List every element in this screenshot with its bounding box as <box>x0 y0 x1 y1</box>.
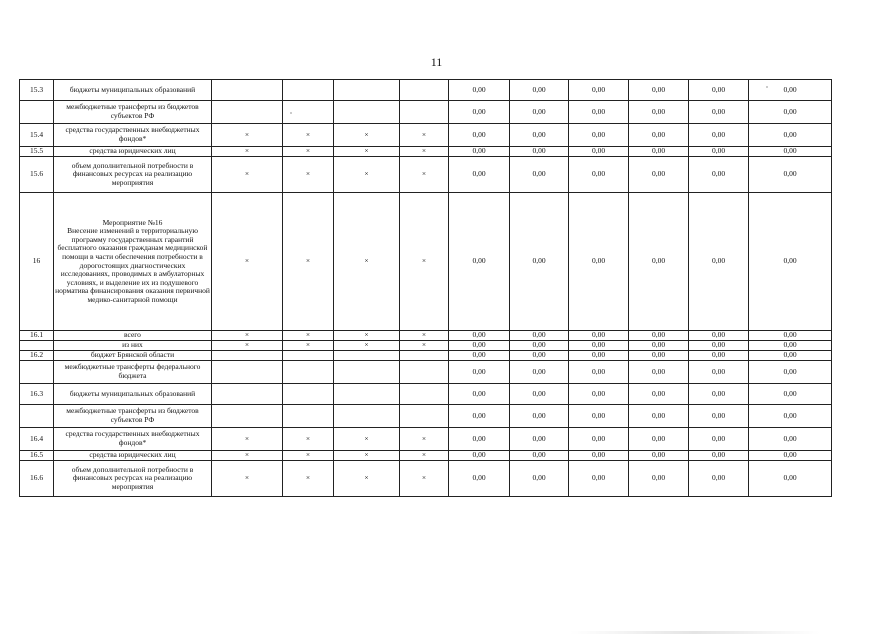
row-number-cell: 16.1 <box>20 331 54 341</box>
mark-cell: × <box>212 157 283 193</box>
mark-cell <box>400 80 449 101</box>
amount-cell: 0,00 <box>629 351 689 361</box>
row-name-cell: объем дополнительной потребности в финансовых ресурсах на реализацию мероприятия <box>54 461 212 497</box>
amount-cell: 0,00 <box>510 384 569 405</box>
row-number-cell: 15.3 <box>20 80 54 101</box>
mark-cell <box>283 384 334 405</box>
amount-cell: 0,00 <box>449 405 510 428</box>
amount-cell: 0,00 <box>510 451 569 461</box>
amount-cell: 0,00 <box>449 351 510 361</box>
mark-cell <box>400 361 449 384</box>
amount-cell: 0,00 <box>689 341 749 351</box>
amount-cell: 0,00 <box>629 405 689 428</box>
mark-cell <box>400 101 449 124</box>
amount-cell: 0,00 <box>749 451 832 461</box>
mark-cell: × <box>334 428 400 451</box>
budget-table <box>19 79 832 497</box>
row-name-cell: Мероприятие №16 Внесение изменений в территориальную программу государственных гарантий бесплатного оказания гражданам медицинской помощи в части обеспечения потребности в дорогостоящих диагностических исследованиях, проводимых в амбулаторных условиях, и выделение их из подушевого норматива финансирования оказания первичной медико-санитарной помощи <box>54 193 212 331</box>
amount-cell: 0,00 <box>689 147 749 157</box>
row-name-cell: межбюджетные трансферты из бюджетов субъектов РФ <box>54 405 212 428</box>
row-number-cell: 15.6 <box>20 157 54 193</box>
amount-cell: 0,00 <box>689 384 749 405</box>
amount-cell: 0,00 <box>749 461 832 497</box>
amount-cell: 0,00 <box>569 331 629 341</box>
row-number-cell: 16.5 <box>20 451 54 461</box>
amount-cell: 0,00 <box>689 428 749 451</box>
amount-cell: 0,00 <box>449 384 510 405</box>
row-name-cell: средства юридических лиц <box>54 147 212 157</box>
amount-cell: 0,00 <box>749 428 832 451</box>
mark-cell: × <box>283 461 334 497</box>
amount-cell: 0,00 <box>510 124 569 147</box>
mark-cell: × <box>283 331 334 341</box>
mark-cell <box>283 80 334 101</box>
table-row <box>20 405 832 428</box>
mark-cell: × <box>212 193 283 331</box>
table-row <box>20 428 832 451</box>
amount-cell: 0,00 <box>749 384 832 405</box>
amount-cell: 0,00 <box>449 361 510 384</box>
amount-cell: 0,00 <box>749 331 832 341</box>
amount-cell: 0,00 <box>510 461 569 497</box>
mark-cell: × <box>283 147 334 157</box>
row-number-cell <box>20 341 54 351</box>
amount-cell: 0,00 <box>510 147 569 157</box>
row-name-cell: межбюджетные трансферты федерального бюджета <box>54 361 212 384</box>
mark-cell: × <box>283 124 334 147</box>
amount-cell: 0,00 <box>629 101 689 124</box>
amount-cell: 0,00 <box>569 361 629 384</box>
amount-cell: 0,00 <box>449 147 510 157</box>
amount-cell: 0,00 <box>749 341 832 351</box>
mark-cell: × <box>400 193 449 331</box>
amount-cell: 0,00 <box>569 101 629 124</box>
mark-cell <box>283 405 334 428</box>
mark-cell <box>334 361 400 384</box>
table-row <box>20 451 832 461</box>
amount-cell: 0,00 <box>510 351 569 361</box>
amount-cell: 0,00 <box>569 147 629 157</box>
row-number-cell: 15.5 <box>20 147 54 157</box>
row-name-cell: всего <box>54 331 212 341</box>
row-number-cell <box>20 361 54 384</box>
amount-cell: 0,00 <box>569 193 629 331</box>
row-name-cell: средства государственных внебюджетных фондов* <box>54 428 212 451</box>
amount-cell: 0,00 <box>689 405 749 428</box>
amount-cell: 0,00 <box>510 193 569 331</box>
amount-cell: 0,00 <box>569 428 629 451</box>
scan-speck <box>290 112 292 114</box>
table-row <box>20 351 832 361</box>
table-row <box>20 193 832 331</box>
mark-cell: × <box>400 461 449 497</box>
amount-cell: 0,00 <box>629 193 689 331</box>
mark-cell <box>334 405 400 428</box>
amount-cell: 0,00 <box>629 80 689 101</box>
mark-cell <box>334 80 400 101</box>
amount-cell: 0,00 <box>689 124 749 147</box>
amount-cell: 0,00 <box>449 193 510 331</box>
amount-cell: 0,00 <box>749 157 832 193</box>
amount-cell: 0,00 <box>449 461 510 497</box>
table-row <box>20 361 832 384</box>
mark-cell: × <box>334 451 400 461</box>
amount-cell: 0,00 <box>569 80 629 101</box>
amount-cell: 0,00 <box>510 101 569 124</box>
mark-cell <box>212 80 283 101</box>
amount-cell: 0,00 <box>749 361 832 384</box>
amount-cell: 0,00 <box>749 147 832 157</box>
mark-cell: × <box>400 147 449 157</box>
row-number-cell <box>20 101 54 124</box>
mark-cell: × <box>212 461 283 497</box>
table-row <box>20 331 832 341</box>
scan-smudge <box>570 631 820 634</box>
mark-cell: × <box>283 451 334 461</box>
mark-cell: × <box>334 341 400 351</box>
mark-cell: × <box>334 193 400 331</box>
row-number-cell: 16.2 <box>20 351 54 361</box>
amount-cell: 0,00 <box>749 351 832 361</box>
row-number-cell: 16.4 <box>20 428 54 451</box>
mark-cell: × <box>400 451 449 461</box>
table-row <box>20 461 832 497</box>
mark-cell: × <box>212 331 283 341</box>
mark-cell <box>212 405 283 428</box>
mark-cell <box>334 101 400 124</box>
mark-cell <box>283 351 334 361</box>
mark-cell: × <box>334 157 400 193</box>
row-name-cell: средства государственных внебюджетных фондов* <box>54 124 212 147</box>
mark-cell: × <box>334 147 400 157</box>
amount-cell: 0,00 <box>569 351 629 361</box>
mark-cell: × <box>283 428 334 451</box>
amount-cell: 0,00 <box>569 384 629 405</box>
mark-cell: × <box>400 341 449 351</box>
amount-cell: 0,00 <box>449 331 510 341</box>
mark-cell: × <box>334 331 400 341</box>
amount-cell: 0,00 <box>449 341 510 351</box>
amount-cell: 0,00 <box>629 331 689 341</box>
mark-cell <box>212 361 283 384</box>
amount-cell: 0,00 <box>629 451 689 461</box>
amount-cell: 0,00 <box>749 124 832 147</box>
amount-cell: 0,00 <box>510 157 569 193</box>
mark-cell: × <box>283 341 334 351</box>
amount-cell: 0,00 <box>629 384 689 405</box>
mark-cell: × <box>400 331 449 341</box>
amount-cell: 0,00 <box>629 124 689 147</box>
mark-cell: × <box>212 124 283 147</box>
mark-cell <box>400 405 449 428</box>
amount-cell: 0,00 <box>510 428 569 451</box>
amount-cell: 0,00 <box>510 331 569 341</box>
amount-cell: 0,00 <box>689 101 749 124</box>
amount-cell: 0,00 <box>689 193 749 331</box>
row-number-cell: 16 <box>20 193 54 331</box>
mark-cell <box>283 361 334 384</box>
amount-cell: 0,00 <box>689 80 749 101</box>
mark-cell <box>400 351 449 361</box>
amount-cell: 0,00 <box>629 157 689 193</box>
amount-cell: 0,00 <box>569 341 629 351</box>
mark-cell: × <box>400 157 449 193</box>
mark-cell: × <box>334 124 400 147</box>
table-row <box>20 147 832 157</box>
amount-cell: 0,00 <box>749 80 832 101</box>
amount-cell: 0,00 <box>449 451 510 461</box>
row-name-cell: объем дополнительной потребности в финансовых ресурсах на реализацию мероприятия <box>54 157 212 193</box>
row-name-cell: бюджет Брянской области <box>54 351 212 361</box>
table-body <box>20 80 832 497</box>
amount-cell: 0,00 <box>629 147 689 157</box>
mark-cell: × <box>334 461 400 497</box>
row-name-cell: межбюджетные трансферты из бюджетов субъектов РФ <box>54 101 212 124</box>
table-row <box>20 80 832 101</box>
amount-cell: 0,00 <box>749 193 832 331</box>
mark-cell: × <box>212 341 283 351</box>
table-row <box>20 157 832 193</box>
scan-speck <box>766 86 768 88</box>
amount-cell: 0,00 <box>449 428 510 451</box>
amount-cell: 0,00 <box>449 80 510 101</box>
table-row <box>20 341 832 351</box>
row-name-cell: бюджеты муниципальных образований <box>54 384 212 405</box>
mark-cell <box>212 351 283 361</box>
amount-cell: 0,00 <box>569 461 629 497</box>
amount-cell: 0,00 <box>569 124 629 147</box>
mark-cell <box>334 351 400 361</box>
amount-cell: 0,00 <box>629 361 689 384</box>
amount-cell: 0,00 <box>510 80 569 101</box>
amount-cell: 0,00 <box>689 157 749 193</box>
mark-cell: × <box>212 451 283 461</box>
mark-cell: × <box>212 428 283 451</box>
table-row <box>20 384 832 405</box>
amount-cell: 0,00 <box>569 451 629 461</box>
mark-cell: × <box>212 147 283 157</box>
row-number-cell: 16.3 <box>20 384 54 405</box>
amount-cell: 0,00 <box>510 405 569 428</box>
mark-cell <box>334 384 400 405</box>
table-row <box>20 101 832 124</box>
mark-cell: × <box>400 428 449 451</box>
table-row <box>20 124 832 147</box>
amount-cell: 0,00 <box>689 361 749 384</box>
row-name-cell: средства юридических лиц <box>54 451 212 461</box>
mark-cell: × <box>283 157 334 193</box>
amount-cell: 0,00 <box>569 157 629 193</box>
mark-cell <box>212 384 283 405</box>
amount-cell: 0,00 <box>449 157 510 193</box>
amount-cell: 0,00 <box>629 428 689 451</box>
amount-cell: 0,00 <box>569 405 629 428</box>
amount-cell: 0,00 <box>689 331 749 341</box>
mark-cell <box>400 384 449 405</box>
row-number-cell <box>20 405 54 428</box>
amount-cell: 0,00 <box>629 341 689 351</box>
amount-cell: 0,00 <box>510 361 569 384</box>
amount-cell: 0,00 <box>689 451 749 461</box>
amount-cell: 0,00 <box>449 101 510 124</box>
page-number: 11 <box>430 55 443 69</box>
amount-cell: 0,00 <box>749 101 832 124</box>
amount-cell: 0,00 <box>689 461 749 497</box>
row-number-cell: 15.4 <box>20 124 54 147</box>
amount-cell: 0,00 <box>629 461 689 497</box>
amount-cell: 0,00 <box>749 405 832 428</box>
amount-cell: 0,00 <box>449 124 510 147</box>
row-name-cell: бюджеты муниципальных образований <box>54 80 212 101</box>
amount-cell: 0,00 <box>689 351 749 361</box>
mark-cell <box>212 101 283 124</box>
mark-cell: × <box>283 193 334 331</box>
mark-cell: × <box>400 124 449 147</box>
row-name-cell: из них <box>54 341 212 351</box>
amount-cell: 0,00 <box>510 341 569 351</box>
row-number-cell: 16.6 <box>20 461 54 497</box>
